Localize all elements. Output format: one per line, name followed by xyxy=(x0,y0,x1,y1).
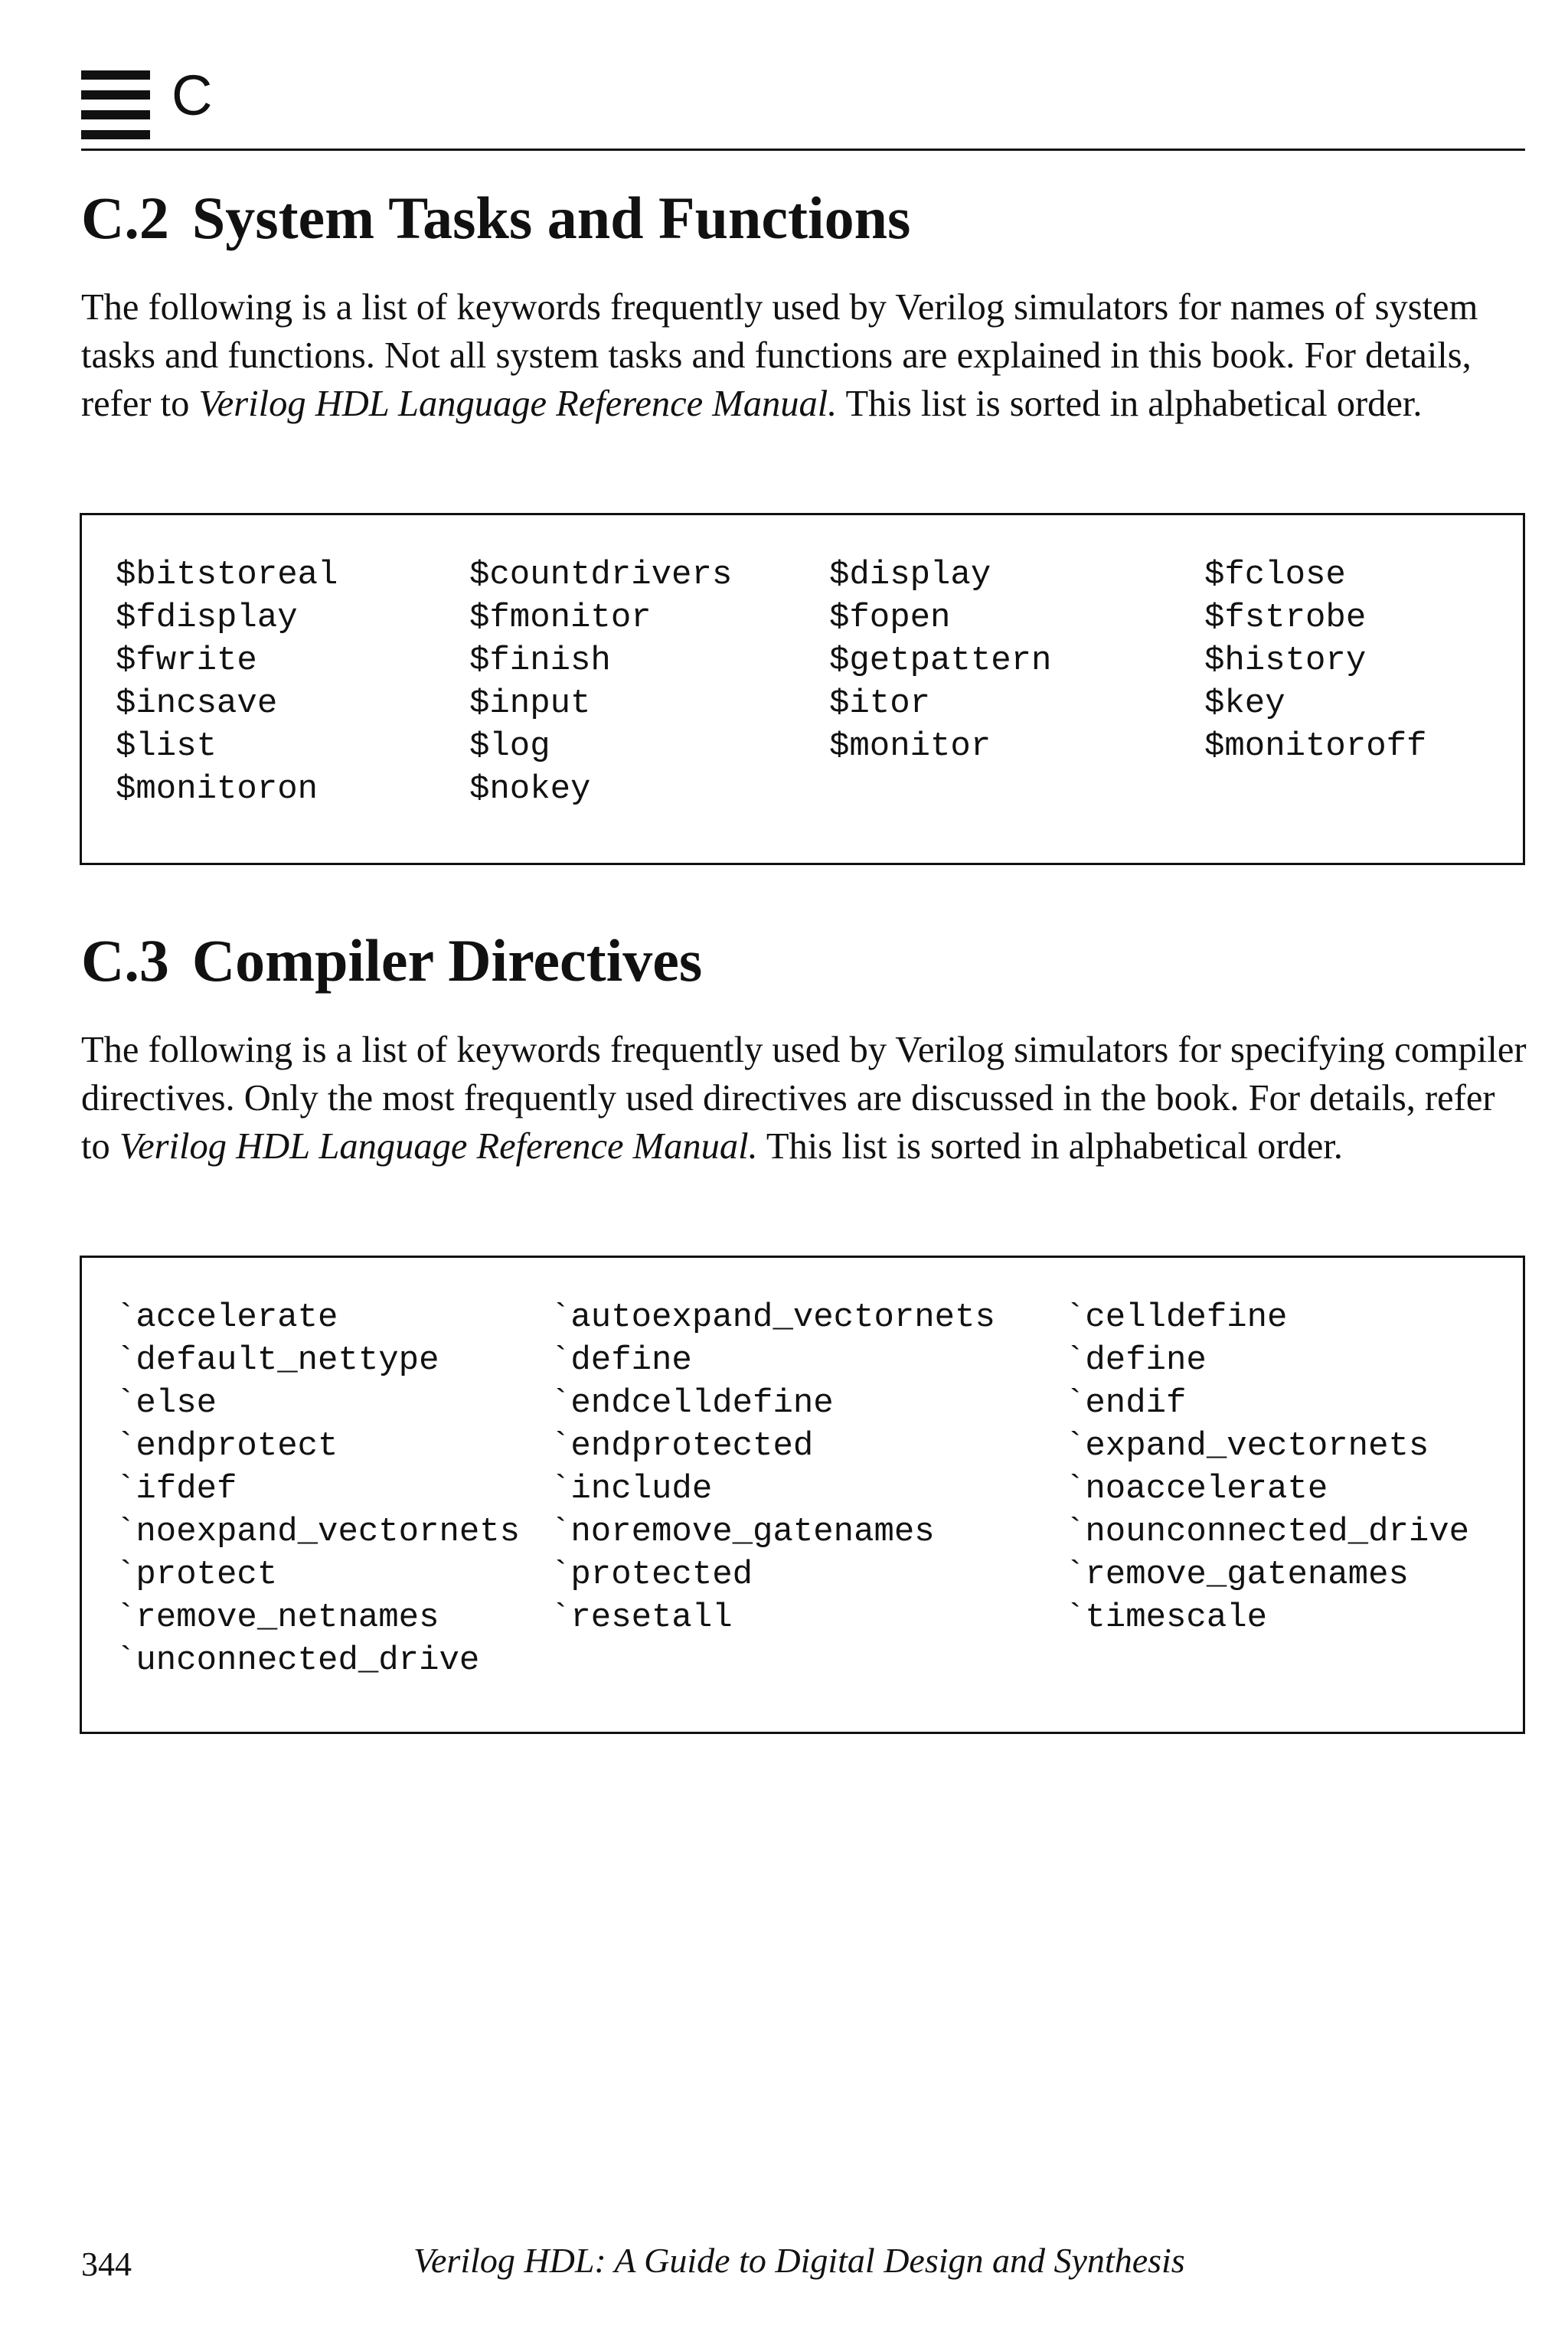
keyword-item: $fdisplay xyxy=(116,599,298,637)
keyword-item: `remove_gatenames xyxy=(1065,1556,1409,1594)
compiler-directives-box xyxy=(80,1256,1525,1734)
keyword-item: `accelerate xyxy=(116,1298,338,1337)
keyword-item: `include xyxy=(550,1470,713,1508)
keyword-item: `autoexpand_vectornets xyxy=(550,1298,995,1337)
system-tasks-box xyxy=(80,513,1525,865)
keyword-item: $fclose xyxy=(1204,556,1346,594)
paragraph-text: The following is a list of keywords frequently used by Verilog simulators for specifying compiler directives. Only the most frequently used directives are discussed in the book. For details, refer to xyxy=(81,1030,1527,1167)
keyword-item: `endprotected xyxy=(550,1427,814,1465)
section-paragraph-c3 xyxy=(81,1026,1528,1171)
header-divider xyxy=(81,149,1525,151)
keyword-item: `endcelldefine xyxy=(550,1384,834,1422)
keyword-item: `timescale xyxy=(1065,1599,1268,1637)
keyword-item: $countdrivers xyxy=(469,556,733,594)
compiler-directives-list xyxy=(116,1296,1494,1682)
keyword-item: $nokey xyxy=(469,770,591,808)
keyword-item: `protected xyxy=(550,1556,753,1594)
keyword-item: $fmonitor xyxy=(469,599,652,637)
keyword-item: $log xyxy=(469,727,550,766)
keyword-item: $fwrite xyxy=(116,642,257,680)
manual-reference: Verilog HDL Language Reference Manual. xyxy=(198,384,838,424)
section-title-text: System Tasks and Functions xyxy=(191,185,911,251)
paragraph-text: This list is sorted in alphabetical order. xyxy=(837,384,1423,424)
keyword-item: `noaccelerate xyxy=(1065,1470,1328,1508)
paragraph-text: This list is sorted in alphabetical order. xyxy=(757,1126,1343,1167)
keyword-item: $input xyxy=(469,684,591,723)
keyword-item: `protect xyxy=(116,1556,278,1594)
keyword-item: $getpattern xyxy=(829,642,1052,680)
keyword-item: $display xyxy=(829,556,991,594)
section-number: C.2 xyxy=(81,185,169,251)
keyword-item: $bitstoreal xyxy=(116,556,338,594)
paragraph-text: The following is a list of keywords frequently used by Verilog simulators for names of system tasks and functions. Not all system tasks and functions are explained in this book. For details, refer to xyxy=(81,287,1478,424)
section-heading-c2 xyxy=(81,184,910,253)
keyword-item: `resetall xyxy=(550,1599,733,1637)
keyword-item: $fopen xyxy=(829,599,951,637)
keyword-item: `unconnected_drive xyxy=(116,1641,480,1680)
keyword-item: $history xyxy=(1204,642,1367,680)
keyword-item: $fstrobe xyxy=(1204,599,1367,637)
system-tasks-list xyxy=(116,554,1511,811)
keyword-item: `endprotect xyxy=(116,1427,338,1465)
keyword-item: $incsave xyxy=(116,684,278,723)
keyword-item: `else xyxy=(116,1384,217,1422)
keyword-item: `remove_netnames xyxy=(116,1599,439,1637)
section-heading-c3 xyxy=(81,926,702,995)
keyword-item: `nounconnected_drive xyxy=(1065,1513,1470,1551)
keyword-item: `default_nettype xyxy=(116,1341,439,1380)
section-number: C.3 xyxy=(81,927,169,994)
keyword-item: `celldefine xyxy=(1065,1298,1288,1337)
keyword-item: $key xyxy=(1204,684,1285,723)
keyword-item: $monitoroff xyxy=(1204,727,1427,766)
page-number: 344 xyxy=(81,2245,132,2283)
keyword-item: $monitor xyxy=(829,727,991,766)
section-title-text: Compiler Directives xyxy=(191,927,703,994)
page-header xyxy=(81,54,1525,145)
keyword-item: $itor xyxy=(829,684,931,723)
keyword-item: $list xyxy=(116,727,217,766)
keyword-item: `endif xyxy=(1065,1384,1187,1422)
keyword-item: $monitoron xyxy=(116,770,318,808)
keyword-item: `noremove_gatenames xyxy=(550,1513,935,1551)
book-title-footer: Verilog HDL: A Guide to Digital Design and Synthesis xyxy=(413,2241,1185,2280)
keyword-item: `expand_vectornets xyxy=(1065,1427,1429,1465)
chapter-letter: C xyxy=(172,64,213,127)
keyword-item: `define xyxy=(1065,1341,1207,1380)
keyword-item: `ifdef xyxy=(116,1470,237,1508)
keyword-item: `noexpand_vectornets xyxy=(116,1513,521,1551)
chapter-marker-icon xyxy=(81,70,150,139)
keyword-item: `define xyxy=(550,1341,692,1380)
section-paragraph-c2 xyxy=(81,283,1528,428)
manual-reference: Verilog HDL Language Reference Manual. xyxy=(119,1126,758,1167)
keyword-item: $finish xyxy=(469,642,611,680)
